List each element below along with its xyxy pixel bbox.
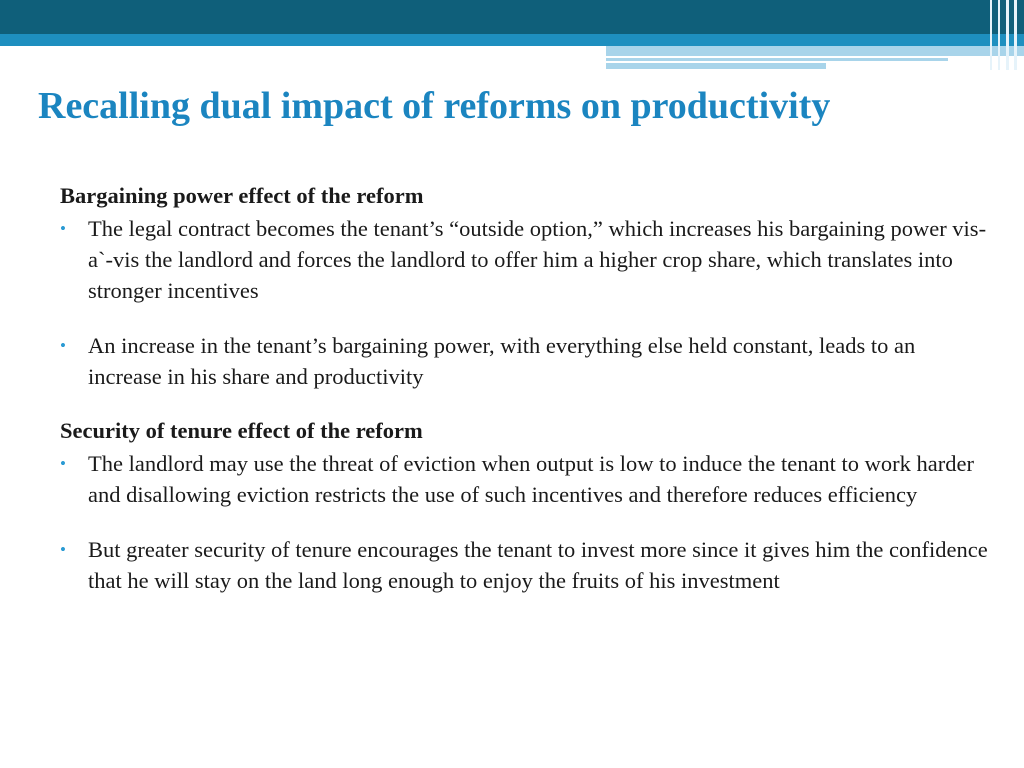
bullet-text: The landlord may use the threat of eviction when output is low to induce the tenant to work harder and disallowing eviction restricts the use of such incentives and therefore reduces efficiency [88,451,975,507]
header-stripe [998,0,1000,70]
header-band-light [606,46,1024,56]
header-stripes [990,0,1024,70]
bullet-text: An increase in the tenant’s bargaining power, with everything else held constant, leads to an increase in his share and productivity [88,333,916,389]
section-heading-bargaining-power: Bargaining power effect of the reform [60,183,424,208]
bullet-dot-icon: • [60,219,66,238]
bullet-item [60,448,990,510]
slide-body [60,180,990,596]
bullet-item [60,213,990,306]
bullet-dot-icon: • [60,454,66,473]
header-band-light-short [606,63,826,69]
bullet-text: The legal contract becomes the tenant’s “outside option,” which increases his bargaining power vis-a`-vis the landlord and forces the landlord to offer him a higher crop share, which translates into stronger incentives [88,216,987,303]
header-stripe [1014,0,1017,70]
slide-title: Recalling dual impact of reforms on productivity [38,85,831,127]
header-band-mid [0,34,1024,46]
header-stripe [1006,0,1009,70]
bullet-item [60,330,990,392]
bullet-item [60,534,990,596]
section-heading-security-of-tenure: Security of tenure effect of the reform [60,418,423,443]
header-stripe [990,0,992,70]
bullet-dot-icon: • [60,540,66,559]
bullet-text: But greater security of tenure encourages the tenant to invest more since it gives him the confidence that he will stay on the land long enough to enjoy the fruits of his investment [88,537,988,593]
header-band-light-thin [606,58,948,61]
header-band-dark [0,0,1024,34]
bullet-dot-icon: • [60,336,66,355]
